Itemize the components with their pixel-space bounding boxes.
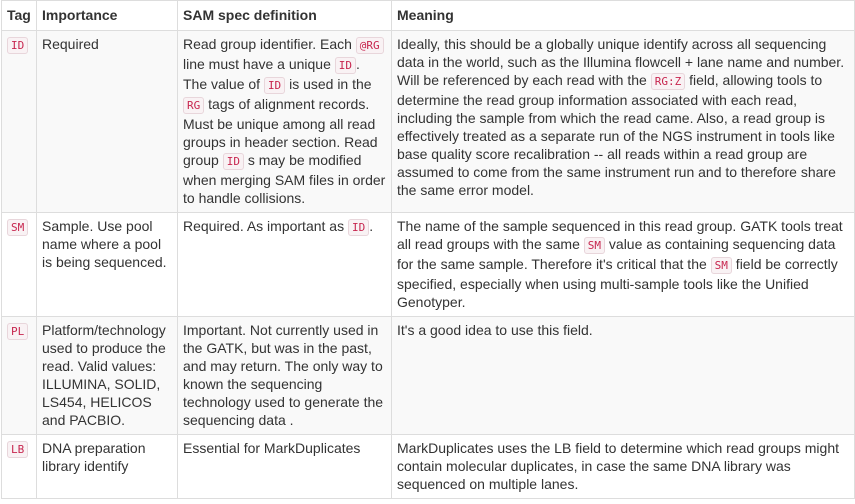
inline-code: ID — [348, 219, 369, 236]
sam-text: s may be modified when merging SAM files in order to handle collisions. — [183, 152, 386, 206]
sam-text: Read group identifier. Each — [183, 36, 356, 52]
header-importance: Importance — [37, 1, 178, 31]
meaning-text: Ideally, this should be a globally unique identify across all sequencing data in the world, such as the Illumina flowcell + lane name and number. Will be referenced by each read with the — [397, 36, 845, 88]
sam-text: tags of alignment records. Must be unique among all read groups in header section. Read group — [183, 96, 378, 168]
tag-cell — [2, 213, 37, 317]
tag-code: SM — [7, 219, 28, 236]
tag-code: PL — [7, 323, 28, 340]
header-row — [2, 1, 855, 31]
sam-spec-cell — [178, 31, 392, 213]
table-row — [2, 213, 855, 317]
inline-code: RG:Z — [651, 73, 686, 90]
sam-text: is used in the — [285, 76, 372, 92]
sam-text: . The value of — [183, 56, 360, 92]
meaning-cell: It's a good idea to use this field. — [392, 317, 855, 435]
tag-code: LB — [7, 441, 28, 458]
meaning-text: field, allowing tools to determine the read group information associated with each read, including the sample from which the read came. Also, a read group is effectively treated as a separate run of the NGS instrument in tools like base quality score recalibration -- all reads within a read group are assumed to come from the same instrument run and to therefore share the same error model. — [397, 72, 836, 198]
sam-spec-cell: Essential for MarkDuplicates — [178, 435, 392, 499]
tag-cell — [2, 31, 37, 213]
sam-text: . — [369, 218, 374, 234]
meaning-text: value as containing sequencing data for the same sample. Therefore it's critical that the — [397, 236, 836, 272]
inline-code: @RG — [356, 37, 384, 54]
meaning-cell — [392, 213, 855, 317]
tag-cell — [2, 435, 37, 499]
table-row — [2, 435, 855, 499]
inline-code: SM — [584, 237, 605, 254]
sam-text: Required. As important as — [183, 218, 348, 234]
table-row — [2, 31, 855, 213]
importance-cell: Sample. Use pool name where a pool is being sequenced. — [37, 213, 178, 317]
importance-cell: Required — [37, 31, 178, 213]
header-tag: Tag — [2, 1, 37, 31]
meaning-cell — [392, 31, 855, 213]
inline-code: ID — [335, 57, 356, 74]
header-meaning: Meaning — [392, 1, 855, 31]
read-group-table — [1, 0, 855, 499]
inline-code: RG — [183, 97, 204, 114]
meaning-cell: MarkDuplicates uses the LB field to determine which read groups might contain molecular duplicates, in case the same DNA library was sequenced on multiple lanes. — [392, 435, 855, 499]
header-sam-spec: SAM spec definition — [178, 1, 392, 31]
tag-code: ID — [7, 37, 28, 54]
table-row — [2, 317, 855, 435]
meaning-text: The name of the sample sequenced in this read group. GATK tools treat all read groups with the same — [397, 218, 843, 252]
meaning-text: field be correctly specified, especially when using multi-sample tools like the Unified Genotyper. — [397, 256, 838, 310]
sam-text: line must have a unique — [183, 56, 335, 72]
inline-code: ID — [223, 153, 244, 170]
inline-code: SM — [711, 257, 732, 274]
importance-cell: Platform/technology used to produce the read. Valid values: ILLUMINA, SOLID, LS454, HELICOS and PACBIO. — [37, 317, 178, 435]
sam-spec-cell: Important. Not currently used in the GATK, but was in the past, and may return. The only way to known the sequencing technology used to generate the sequencing data . — [178, 317, 392, 435]
inline-code: ID — [264, 77, 285, 94]
importance-cell: DNA preparation library identify — [37, 435, 178, 499]
sam-spec-cell — [178, 213, 392, 317]
tag-cell — [2, 317, 37, 435]
